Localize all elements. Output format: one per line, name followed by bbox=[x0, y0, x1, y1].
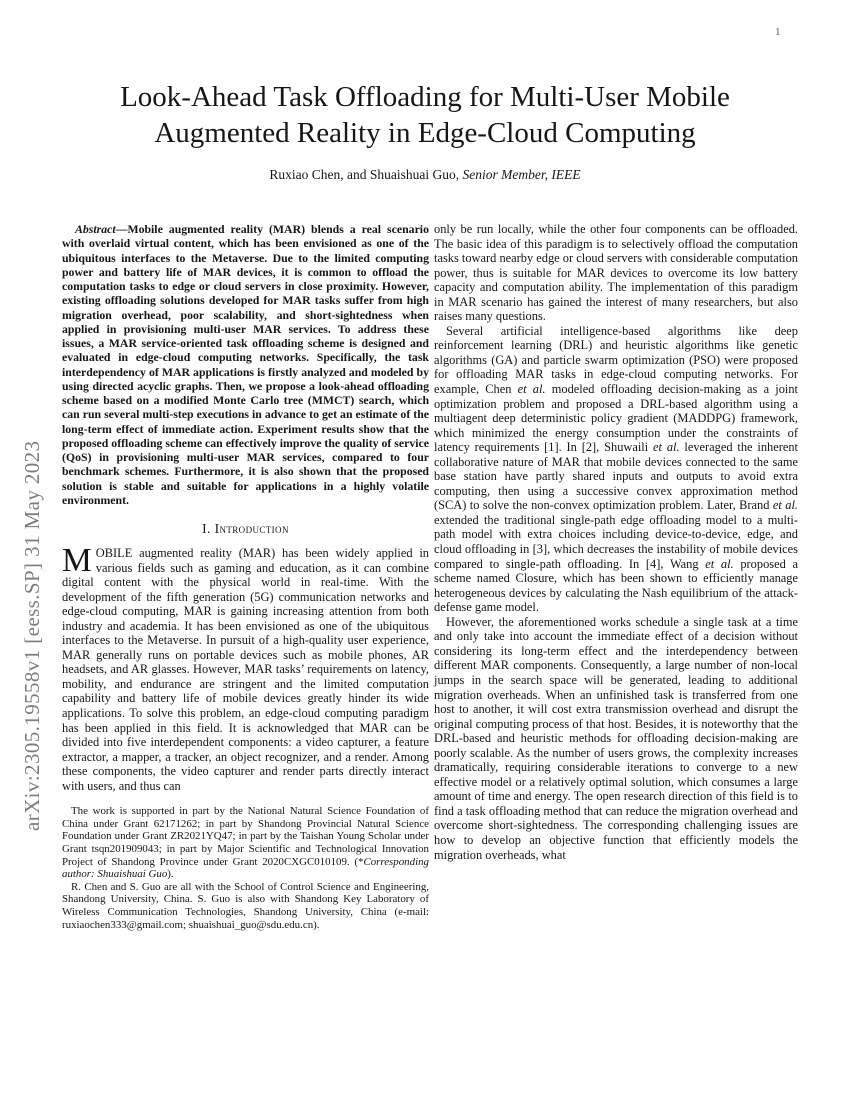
intro-paragraph-text: OBILE augmented reality (MAR) has been widely applied in various fields such as gaming and education, as it can combine digital content with the physical world in real-time. With the development of the fifth generation (5G) communication networks and edge-cloud computing, MAR is gaining increasing attention from both industry and academia. It has been envisioned as one of the ubiquitous interfaces to the Metaverse. In pursuit of a high-quality user experience, MAR generally runs on portable devices such as mobile phones, AR headsets, and AR glasses. However, MAR tasks’ requirements on latency, mobility, and endurance are stringent and the limited computation capability and battery life of mobile devices greatly hinder its wide applications. To solve this problem, an edge-cloud computing paradigm has been applied in this field. It is acknowledged that MAR can be divided into five interdependent components: a video capturer, a feature extractor, a mapper, a tracker, an object recognizer, and a render. Among these components, the video capturer and render parts directly interact with users, and thus can bbox=[62, 546, 429, 793]
authors-line: Ruxiao Chen, and Shuaishuai Guo, Senior Member, IEEE bbox=[269, 167, 581, 182]
footnotes-block bbox=[62, 805, 429, 931]
body-paragraph-continuation: only be run locally, while the other four components can be offloaded. The basic idea of this paradigm is to selectively offload the computation tasks toward nearby edge or cloud servers with considerable computation power, thus is suitable for MAR devices to overcome its low battery capacity and computation ability. The implementation of this paradigm in MAR scenario has gained the interest of many researchers, but also raises many questions. bbox=[434, 222, 798, 324]
column-right bbox=[434, 222, 798, 862]
paper-title-line1: Look-Ahead Task Offloading for Multi-User Mobile bbox=[120, 81, 730, 113]
abstract-paragraph: Abstract—Mobile augmented reality (MAR) blends a real scenario with overlaid virtual content, which has been envisioned as one of the ubiquitous interfaces to the Metaverse. Due to the limited computing power and battery life of MAR devices, it is common to offload the computation tasks to edge or cloud servers in close proximity. However, existing offloading solutions developed for MAR tasks suffer from high migration overhead, poor scalability, and short-sightedness when applied in provisioning multi-user MAR services. To address these issues, a MAR service-oriented task offloading scheme is designed and evaluated in edge-cloud computing networks. Specifically, the task interdependency of MAR applications is firstly analyzed and modeled by using directed acyclic graphs. Then, we propose a look-ahead offloading scheme based on a modified Monte Carlo tree (MMCT) search, which can run several multi-step executions in advance to get an estimate of the long-term effect of immediate action. Experiment results show that the proposed offloading scheme can effectively improve the quality of service (QoS) in provisioning multi-user MAR services, compared to four benchmark schemes. Furthermore, it is also shown that the proposed solution is stable and suitable for applications in a highly volatile environment. bbox=[62, 222, 429, 507]
intro-paragraph bbox=[62, 542, 429, 793]
footnote-affiliation: R. Chen and S. Guo are all with the School of Control Science and Engineering, Shandong University, China. S. Guo is also with Shandong Key Laboratory of Wireless Communication Technologies, Shandong University, China (e-mail: ruxiaochen333@gmail.com; shuaishuai_guo@sdu.edu.cn). bbox=[62, 880, 429, 931]
body-paragraph-related-work: Several artificial intelligence-based algorithms like deep reinforcement learning (DRL) and heuristic algorithms like genetic algorithms (GA) and particle swarm optimization (PSO) were proposed for offloading MAR tasks in edge-cloud computing networks. For example, Chen et al. modeled offloading decision-making as a joint optimization problem and proposed a DRL-based algorithm using a multiagent deep deterministic policy gradient (MADDPG) framework, which minimized the energy consumption under the constraints of latency requirements [1]. In [2], Shuwaili et al. leveraged the inherent collaborative nature of MAR that mobile devices connected to the same base station have partly shared inputs and outputs to avoid extra computing, then using a successive convex approximation method (SCA) to solve the non-convex optimization problem. Later, Brand et al. extended the traditional single-path edge offloading model to a multi-path model with extra choices including device-to-device, edge, and cloud offloading in [3], which decreases the instability of mobile devices compared to single-path offloading. In [4], Wang et al. proposed a scheme named Closure, which has been shown to efficiently manage heterogeneous devices by calculating the Nash equilibrium of the attack-defense game model. bbox=[434, 323, 799, 615]
arxiv-stamp: arXiv:2305.19558v1 [eess.SP] 31 May 2023 bbox=[20, 440, 44, 831]
paper-title-line2: Augmented Reality in Edge-Cloud Computing bbox=[154, 117, 696, 149]
drop-cap: M bbox=[62, 542, 92, 579]
body-paragraph-limitations: However, the aforementioned works schedule a single task at a time and only take into account the immediate effect of a decision without considering its long-term effect and the interdependency between different MAR components. Consequently, a large number of non-local jumps in the search space will be generated, leading to additional migration overheads. When an unfinished task is transferred from one host to another, it will cost extra transmission overhead and disrupt the original computing process of that host. Besides, it is noteworthy that the DRL-based and heuristic methods for offloading decision-making are poorly scalable. As the number of users grows, the complexity increases dramatically, requiring considerable iterations to converge to a new effective model or a relatively optimal solution, which consumes a large amount of time and energy. The open research direction of this field is to find a task offloading method that can reduce the migration overhead and overcome short-sightedness. The corresponding challenging issues are how to develop an objective function that efficiently models the migration overheads, what bbox=[434, 614, 798, 862]
footnote-funding: The work is supported in part by the National Natural Science Foundation of China under Grant 62171262; in part by Shandong Provincial Natural Science Foundation under Grant ZR2021YQ47; in part by the Taishan Young Scholar under Grant tsqn201909043; in part by Major Scientific and Technological Innovation Project of Shandong Province under Grant 2020CXGC010109. (*Corresponding author: Shuaishuai Guo). bbox=[62, 805, 429, 881]
paper-title bbox=[60, 79, 790, 151]
page-number: 1 bbox=[775, 26, 781, 38]
section-heading-introduction: I. Introduction bbox=[202, 521, 289, 536]
column-left bbox=[62, 222, 429, 931]
